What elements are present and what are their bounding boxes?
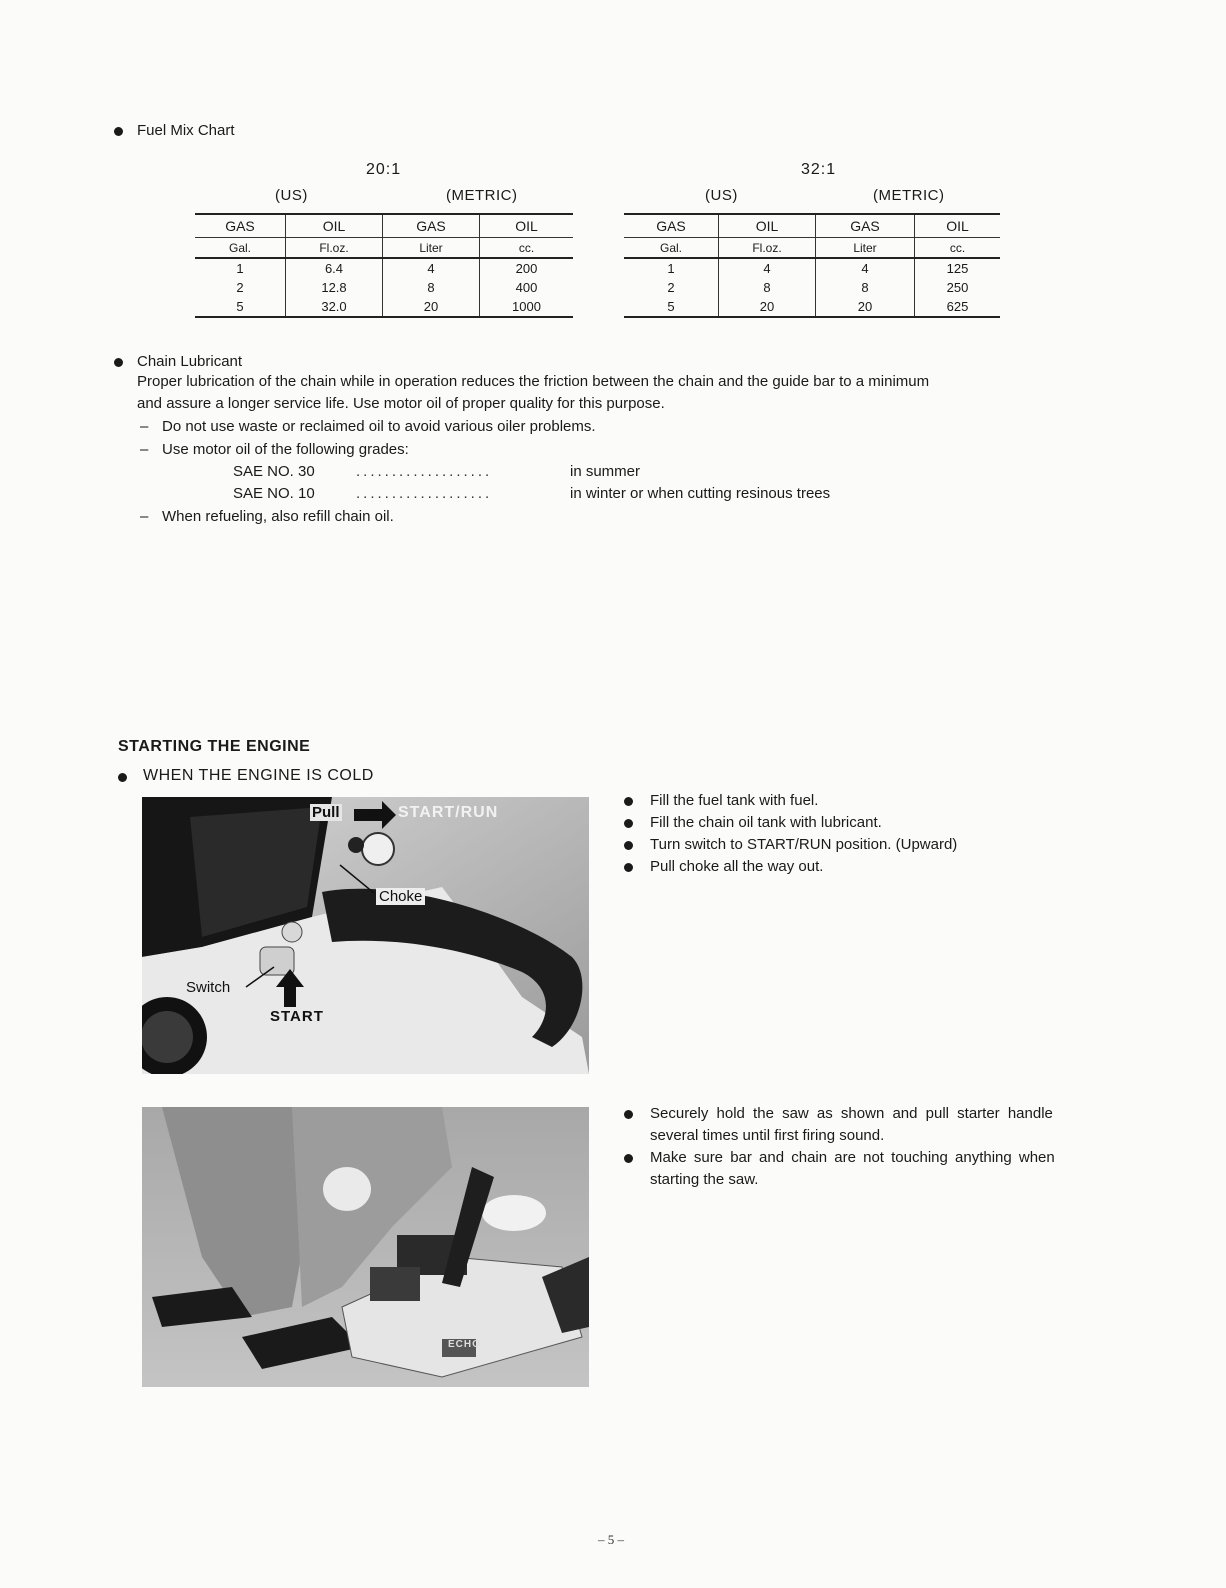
starting-heading: STARTING THE ENGINE xyxy=(118,738,311,755)
switch-label: Switch xyxy=(186,979,231,996)
table-cell: 400 xyxy=(480,278,574,297)
table-cell: 1000 xyxy=(480,297,574,317)
unit-cell: cc. xyxy=(480,238,574,259)
list-item xyxy=(624,790,1184,812)
list-item xyxy=(624,1103,1124,1147)
metric-label: (METRIC) xyxy=(873,187,945,204)
col-header: GAS xyxy=(195,214,286,238)
chain-lubricant-heading: Chain Lubricant xyxy=(137,353,243,370)
bullet-icon xyxy=(624,1110,633,1119)
step-text: Fill the chain oil tank with lubricant. xyxy=(650,814,882,831)
bullet-icon xyxy=(114,127,123,136)
list-item xyxy=(624,834,1184,856)
table-cell: 20 xyxy=(816,297,915,317)
cold-start-steps xyxy=(624,790,1184,878)
dash: – xyxy=(140,418,149,435)
col-header: GAS xyxy=(624,214,719,238)
dash: – xyxy=(140,441,149,458)
unit-cell: Gal. xyxy=(624,238,719,259)
lubricant-note-2: Use motor oil of the following grades: xyxy=(162,441,409,458)
table-cell: 5 xyxy=(624,297,719,317)
bullet-icon xyxy=(118,773,127,782)
table-cell: 20 xyxy=(383,297,480,317)
fuel-mix-heading: Fuel Mix Chart xyxy=(137,122,235,139)
bullet-icon xyxy=(624,819,633,828)
leader-dots: ................... xyxy=(356,463,493,480)
table-cell: 125 xyxy=(915,258,1001,278)
table-cell: 12.8 xyxy=(286,278,383,297)
col-header: OIL xyxy=(915,214,1001,238)
col-header: OIL xyxy=(480,214,574,238)
starting-saw-photo xyxy=(142,1107,589,1387)
bullet-icon xyxy=(624,1154,633,1163)
unit-cell: Liter xyxy=(816,238,915,259)
list-item xyxy=(624,856,1184,878)
grade-use: in winter or when cutting resinous trees xyxy=(570,485,831,502)
start-run-label: START/RUN xyxy=(398,804,499,821)
choke-label: Choke xyxy=(376,888,425,905)
bullet-icon xyxy=(624,863,633,872)
table-row xyxy=(195,278,573,297)
us-label: (US) xyxy=(275,187,308,204)
bullet-icon xyxy=(114,358,123,367)
table-cell: 625 xyxy=(915,297,1001,317)
metric-label: (METRIC) xyxy=(446,187,518,204)
bullet-icon xyxy=(624,841,633,850)
table-cell: 8 xyxy=(816,278,915,297)
table-cell: 2 xyxy=(236,280,244,295)
page-number: – 5 – xyxy=(598,1532,624,1547)
fuel-mix-table-32-1 xyxy=(624,213,1000,318)
ratio-label-32-1: 32:1 xyxy=(801,161,837,178)
bullet-icon xyxy=(624,797,633,806)
saw-illustration xyxy=(142,1107,589,1387)
unit-cell: Gal. xyxy=(195,238,286,259)
table-cell: 32.0 xyxy=(286,297,383,317)
unit-cell: cc. xyxy=(915,238,1001,259)
unit-cell: Liter xyxy=(383,238,480,259)
step-text: Turn switch to START/RUN position. (Upward) xyxy=(650,836,958,853)
pull-start-steps xyxy=(624,1103,1124,1191)
table-cell: 2 xyxy=(667,280,675,295)
table-cell: 20 xyxy=(719,297,816,317)
table-cell: 6.4 xyxy=(286,258,383,278)
table-cell: 8 xyxy=(719,278,816,297)
table-cell: 5 xyxy=(195,297,286,317)
table-row xyxy=(195,297,573,317)
lubricant-note-3: When refueling, also refill chain oil. xyxy=(162,508,394,525)
list-item xyxy=(624,812,1184,834)
start-label: START xyxy=(270,1008,324,1025)
table-cell: 200 xyxy=(480,258,574,278)
grade-use: in summer xyxy=(570,463,641,480)
pull-label: Pull xyxy=(312,804,340,821)
col-header: GAS xyxy=(383,214,480,238)
unit-cell: Fl.oz. xyxy=(719,238,816,259)
cold-engine-subheading: WHEN THE ENGINE IS COLD xyxy=(143,767,374,784)
step-text-line: several times until first firing sound. xyxy=(650,1127,885,1144)
table-row xyxy=(195,258,573,278)
col-header: OIL xyxy=(286,214,383,238)
table-row xyxy=(624,278,1000,297)
grade-name: SAE NO. 10 xyxy=(233,485,315,502)
table-cell: 1 xyxy=(236,261,244,276)
table-row xyxy=(624,297,1000,317)
step-text-line: starting the saw. xyxy=(650,1171,759,1188)
unit-cell: Fl.oz. xyxy=(286,238,383,259)
lubricant-note-1: Do not use waste or reclaimed oil to avoid various oiler problems. xyxy=(162,418,596,435)
us-label: (US) xyxy=(705,187,738,204)
lubricant-paragraph-line1: Proper lubrication of the chain while in operation reduces the friction between the chain and the guide bar to a minimum xyxy=(137,373,930,390)
grade-name: SAE NO. 30 xyxy=(233,463,315,480)
controls-photo xyxy=(142,797,589,1074)
table-cell: 4 xyxy=(719,258,816,278)
col-header: GAS xyxy=(816,214,915,238)
lubricant-paragraph-line2: and assure a longer service life. Use motor oil of proper quality for this purpose. xyxy=(137,395,665,412)
table-cell: 4 xyxy=(816,258,915,278)
list-item xyxy=(624,1147,1124,1191)
step-text: Pull choke all the way out. xyxy=(650,858,824,875)
table-cell: 1 xyxy=(667,261,675,276)
step-text-line: Make sure bar and chain are not touching anything when xyxy=(650,1149,1055,1166)
dash: – xyxy=(140,508,149,525)
leader-dots: ................... xyxy=(356,485,493,502)
step-text-line: Securely hold the saw as shown and pull starter handle xyxy=(650,1105,1053,1122)
table-cell: 4 xyxy=(383,258,480,278)
controls-illustration xyxy=(142,797,589,1074)
echo-logo: ECHO xyxy=(448,1339,481,1350)
table-row xyxy=(624,258,1000,278)
ratio-label-20-1: 20:1 xyxy=(366,161,402,178)
fuel-mix-table-20-1 xyxy=(195,213,573,318)
col-header: OIL xyxy=(719,214,816,238)
table-cell: 8 xyxy=(383,278,480,297)
step-text: Fill the fuel tank with fuel. xyxy=(650,792,819,809)
table-cell: 250 xyxy=(915,278,1001,297)
